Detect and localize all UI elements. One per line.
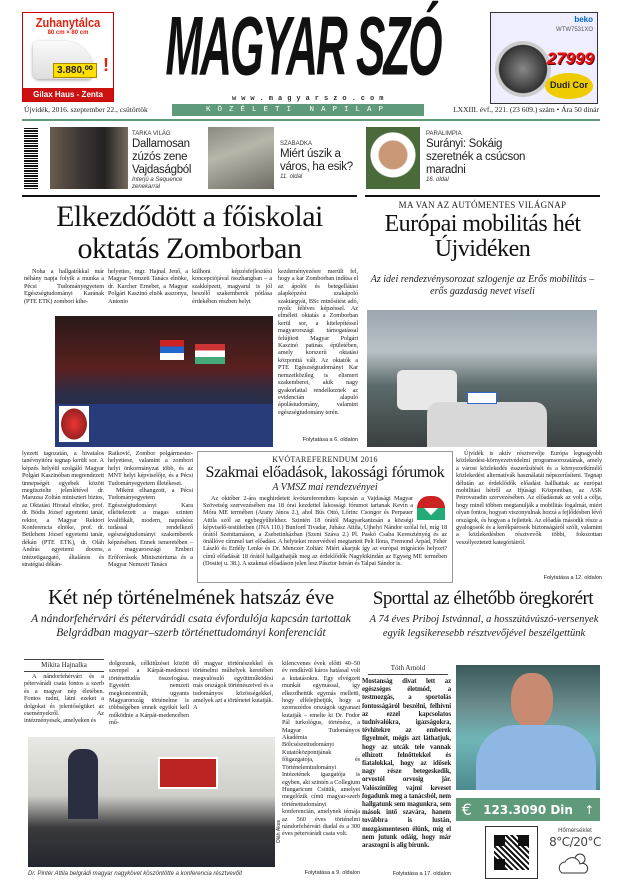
headline-mobility[interactable]: Európai mobilitás hét Újvidéken: [384, 211, 581, 263]
teaser-photo-flood[interactable]: [208, 127, 274, 189]
section-rule: [365, 195, 600, 197]
arrow-up-icon: ↑: [584, 802, 595, 817]
ad-shop: Dudi Cor: [545, 73, 593, 99]
headline-referendum[interactable]: Szakmai előadások, lakossági fórumok: [205, 464, 445, 481]
article-column: kezdeményezésre merült fel, hogy a kar Zomborban indítsa el az ápolói és betegellátási alapképzést szakápoló szaktárgyát, BSc mtnősítést adó, nyolc féléves képzéssel. Az elméleti oktatás a Zomborban kerül sor, a kitelepítéssel magyarországi támogatással felújított Magyar Polgári Kaszinó patinás épületében, amely korszerű oktatási központtá vált. Az oktatók a PTE Egészségtudományi Kar nemzetközileg is elismert szakemberei, akik nagy gyakorlattal rendelkeznek az evidencián alapuló ápolástudomány, valamint egészségtudomány terén.: [278, 268, 358, 416]
article-body: Az október 2-ára meghirdetett kvótareferendum kapcsán a Vajdasági Magyar Szövetség szervezésében ma 18 órai kezdettel lakossági fórumot tartanak Kevín a Móra ME termében (Arany János 2.), ahol Bús Ottó, Lőrinc Csongor és Perpauer Attila szól az egybegyűltekhez. Szintén 18 órától Magyarkanizsán a községi képviselő-testületben (JNA 110.) Bunford Tivadar, Juhász Attila, Újhelyi Nándor szólal fel, míg 18 órától Szenttamáson, a Zsebetinházban (Szent Száva 2.) Pl. Paskó Csaba Keresztényég és az önállóve címmel tart előadást. A helyteket rezervédvel megtartott Pelt Ilona, Fremond Árpád, Fehér László és Erdély Lenke és Dr. Menczer Zoltán: Miért akarjuk így az európai migrációs helyzet? című előadását 18 órától hallgathatják meg az érdeklődők Nagykikindán az Egység ME termében (Dositej u. 38.). A szakmai előadáson jelen lesz Pásztor István és Talpai Sándor is.: [203, 495, 447, 567]
masthead-logo[interactable]: MAGYAR SZÓ: [165, 0, 441, 94]
photo-caption: Dr. Pintér Attila belgrádi magyar nagykövet köszöntötte a konferencia résztvevőit: [28, 871, 242, 877]
teaser-sub: Interjú a Sequence zenekarral: [132, 177, 183, 190]
article-column: Ratković, Zombor polgármester-helyettese, valamint a zombori helyi önkormányzat több, és az MNT helyi képviselője, és a Pécsi Tudományegyetem illetékesei. Miként elhangzott, a Pécsi Tudományegyetem Egészségtudományi Kara elkötelezett a magas szinten kvalifikált, modern, naprakész tudással rendelkező egészségtudományi szakemberek képzésében. Ennek ismeretében – a magyarországi Emberi Erőforrások Minisztériuma és a Magyar Nemzeti Tanács: [108, 450, 193, 569]
article-column: A nándorfehérvári és a pétervárádi csata fontos a szerb és a magyar nép életében. Fontos tudni, látni ezeket a dolgokat és jelentőségüket az eseményekről. Az intézményesek, amelyeken és: [24, 673, 104, 725]
ad-price: 3.880,⁰⁰: [53, 63, 97, 78]
flowers: [59, 406, 89, 442]
teaser-category: TARKA VILÁG: [132, 131, 171, 137]
article-column: lyezett tagozatán, a hivatalos tanévnyitóra tegnap került sor. A képzés helyéül szolgáló Magyar Polgári Kaszinóban megrendezett ünnepségét egyebek között megtisztelte jelenlétével dr. Maruzsa Zoltán miniszteri biztos, az Oktatási Hivatal elnöke, prof. dr. Bódis József egyetemi tanár, rektor, a Magyar Rektori Konferencia elnöke, prof. dr. Betlehem József egyetemi tanár, dékán (PTE ETK), dr. Oláh András egyetemi docens, intézetigazgató, általános és stratégiai dékán-: [22, 450, 104, 569]
ad-brand: beko: [574, 15, 593, 24]
photo-city-traffic[interactable]: [367, 310, 597, 447]
screen: [158, 757, 218, 789]
issue-info: LXXIII. évf., 221. (23 609.) szám • Ára 50 dinár: [453, 105, 599, 114]
article-body: Mostanság divat lett az egészséges életmód, a testmozgás, a sportolás fontosságáról beszélni, felhívni az ezzel kapcsolatos tudnivalókra, igazságokra, tévhitekre az emberek figyelmét, mégis azt láthatjuk, hogy az utcák tele vannak elhízott felnőttekkel és fiatalokkal, hogy az idősek nagy része betegeskedik, orvostól orvosig jár. Valószínűleg vajmi keveset fogadunk meg a tanácsból, nem hallgatunk sem magunkra, sem mások intő szavára, hanem továbbra is lustán, mozgásmentesen élünk, míg el nem jutunk odáig, hogy már araszogni is alig bírunk.: [362, 678, 451, 850]
article-column: kilencvenes évek előtti 40–50 év rendkívül káros hatással volt a kutatásokra. Egy elvégzett munkát egymással, így elkezdhettük egymás melletti, hogy elfelejthetjük, hogy a szomszédos országok ugyanazt kutatják – emelte ki Dr. Fodor Pál turkológus, történész, a Magyar Tudományos Akadémia Bölcsészettudományi Kutatóközpontjának főigazgatója, és Történelemtudományi Intézetének igazgatója is egyben, aki szintén a Collegium Hungaricum Csütük, amelyet megelőzik címü magyar-szerb történettudományi konferencián, amelynek témája az 560 éves történelmi nándorfehérvári diadal és a 300 éves pétervárádi csata volt.: [282, 660, 360, 838]
washing-machine-image: [495, 41, 551, 97]
headline-sport[interactable]: Sporttal az élhetőbb öregkorért: [372, 588, 594, 609]
article-column: Noha a hallgatókkal már néhány napja folyik a munka a Pécsi Tudományegyetem Egészségtudományi Karának (PTE ETK) zombori kihe-: [24, 268, 104, 305]
teaser-sub: 11. oldal: [280, 174, 303, 180]
subhead-sport: A 74 éves Priboj Istvánnal, a hosszútávúszó-versenyek egyik legsikeresebb résztvevőjével beszélgettünk: [369, 614, 599, 639]
subhead-history: A nándorfehérvári és pétervárádi csata évfordulója kapcsán tartottak Belgrádban magyar–szerb történettudományi konferenciát: [31, 613, 351, 639]
partly-cloudy-icon: [557, 851, 593, 875]
photo-credit: Oláh Ákos: [276, 820, 282, 844]
ad-footer: Gilax Haus - Zenta: [23, 88, 113, 101]
kicker-mobility: MA VAN AZ AUTÓMENTES VILÁGNAP: [398, 200, 567, 210]
continued-note[interactable]: Folytatása a 9. oldalon: [304, 870, 360, 876]
referendum-box: [197, 451, 453, 583]
ad-exclaim: !: [103, 55, 109, 75]
teaser-1[interactable]: [132, 130, 204, 191]
face: [511, 673, 553, 728]
ad-shower-tray[interactable]: [22, 12, 114, 102]
article-column: dolgozunk, célkitűzései között szerepel a Kárpát-medencei történettudás összefogása. Egyetért nemzeti megkoncentrált, ugyanis Magyarország történelme is többségében ennek egyikét kell működnie a Kárpát-medencében mű-: [109, 660, 189, 727]
flag-serbia: [160, 340, 184, 360]
vmsz-logo: [417, 496, 447, 522]
teaser-category: PARALIMPIA: [426, 131, 462, 137]
ad-title: Zuhanytálca: [35, 15, 101, 30]
ad-washing-machine[interactable]: [490, 12, 598, 104]
teaser-title[interactable]: Dallamosan zúzós zene Vajdaságból: [132, 138, 192, 176]
photo-conference[interactable]: [28, 737, 275, 867]
section-rule: [22, 195, 357, 197]
shirt: [476, 725, 596, 790]
header-rule: [22, 119, 600, 121]
issue-date: Újvidék, 2016. szeptember 22., csütörtök: [24, 105, 148, 114]
photo-swimmer[interactable]: [456, 665, 600, 790]
teaser-title[interactable]: Surányi: Sokáig szeretnék a csúcson maradni: [426, 138, 526, 176]
teaser-sub: 16. oldal: [426, 177, 449, 183]
teaser-title[interactable]: Miért úszik a város, ha esik?: [280, 148, 353, 173]
exchange-rate: 123.3090 Din: [483, 802, 573, 817]
kicker-referendum: KVÓTAREFERENDUM 2016: [272, 455, 378, 464]
photo-opening-ceremony[interactable]: [55, 316, 273, 447]
subhead-referendum: A VMSZ mai rendezvényei: [272, 482, 378, 493]
exchange-rate-box[interactable]: [456, 798, 600, 821]
continued-note[interactable]: Folytatása a 12. oldalon: [543, 575, 602, 581]
weather-widget: [546, 827, 604, 880]
tagline-bar: KÖZÉLETI NAPILAP: [172, 104, 424, 116]
teaser-photo-athlete[interactable]: [366, 127, 420, 189]
article-column: helyettes, mgr. Hajnal Jenő, a Magyar Nemzeti Tanács elnöke, dr. Karcher Ernebet, a Magyar Polgári Kaszinó elnök asszonya, Antonio: [108, 268, 188, 305]
continued-note[interactable]: Folytatása a 6. oldalon: [302, 437, 358, 443]
headline-zombor[interactable]: Elkezdődött a főiskolai oktatás Zomborban: [56, 200, 323, 265]
teaser-3[interactable]: [426, 130, 526, 184]
article-column: külhoni képzésfejlesztési koncepciójával összhangban – a szakképzett, magyarul is jól beszélő szakemberek pótlása érdekében részben helyt: [192, 268, 272, 305]
flag-hungary: [195, 344, 225, 364]
subhead-mobility: Az idei rendezvénysorozat szlogenje az Erős mobilitás – erős gazdaság nevet viseli: [370, 274, 595, 297]
ad-model: WTW7531XO: [555, 27, 593, 33]
speaker: [68, 749, 98, 819]
ad-price: 27999: [546, 49, 594, 68]
barcode: [24, 127, 38, 189]
continued-note[interactable]: Folytatása a 17. oldalon: [392, 871, 451, 877]
car: [427, 402, 547, 447]
temperature: 8°C/20°C: [549, 835, 601, 849]
euro-icon: €: [461, 800, 472, 819]
teaser-category: SZABADKA: [280, 141, 313, 147]
headline-history[interactable]: Két nép történelmének hatszáz éve: [47, 585, 335, 609]
byline: Tóth Arnold: [368, 663, 448, 675]
teaser-2[interactable]: [280, 140, 362, 181]
taxi-sign: [467, 392, 497, 404]
weather-label: Hőmérséklet: [558, 828, 592, 834]
qr-pattern: [494, 835, 529, 870]
masthead-url[interactable]: www.magyarszo.com: [232, 95, 389, 103]
ad-size: 80 cm × 80 cm: [47, 30, 89, 36]
teaser-photo-band[interactable]: [50, 127, 128, 189]
qr-code[interactable]: [485, 826, 538, 879]
byline: Mikita Hajnalka: [24, 659, 104, 672]
article-column: dő magyar történészekkel és történelmi műhelyek keretében megvalósuló együttműködési más országok történészeivel és a tudományos közösségekkel, amelyek azt a történetet kutatják. A: [193, 660, 273, 712]
article-body: Újvidék is aktív résztvevője Európa legnagyobb közlekedési-környezetvédelmi programsorozatának, amely a városi közlekedés ésszerűsítését és a környezetkímélő közlekedési alternatívák használatát népszerűsíteni. Tegnap délután az érdeklődők előadást hallhattak az európai mobilitási hétről az Ifjúsági Központban, az ASK Petrovaradin szervezésében. Az előadásnak az volt a célja, hogy minél többen megtanulják a mobilitás fogalmát, miért olyan fontos, hogyan viszonyulnak hozzá a fejlődésben lévő országok, és hogyan a fejlettek. Az előadás második része a gyalogosok és a kerékpárosok biztonságáról szólt, valamint a közlekedésben résztvevők többi, fokozottan veszélyeztetett kategóriáiról.: [456, 450, 602, 546]
